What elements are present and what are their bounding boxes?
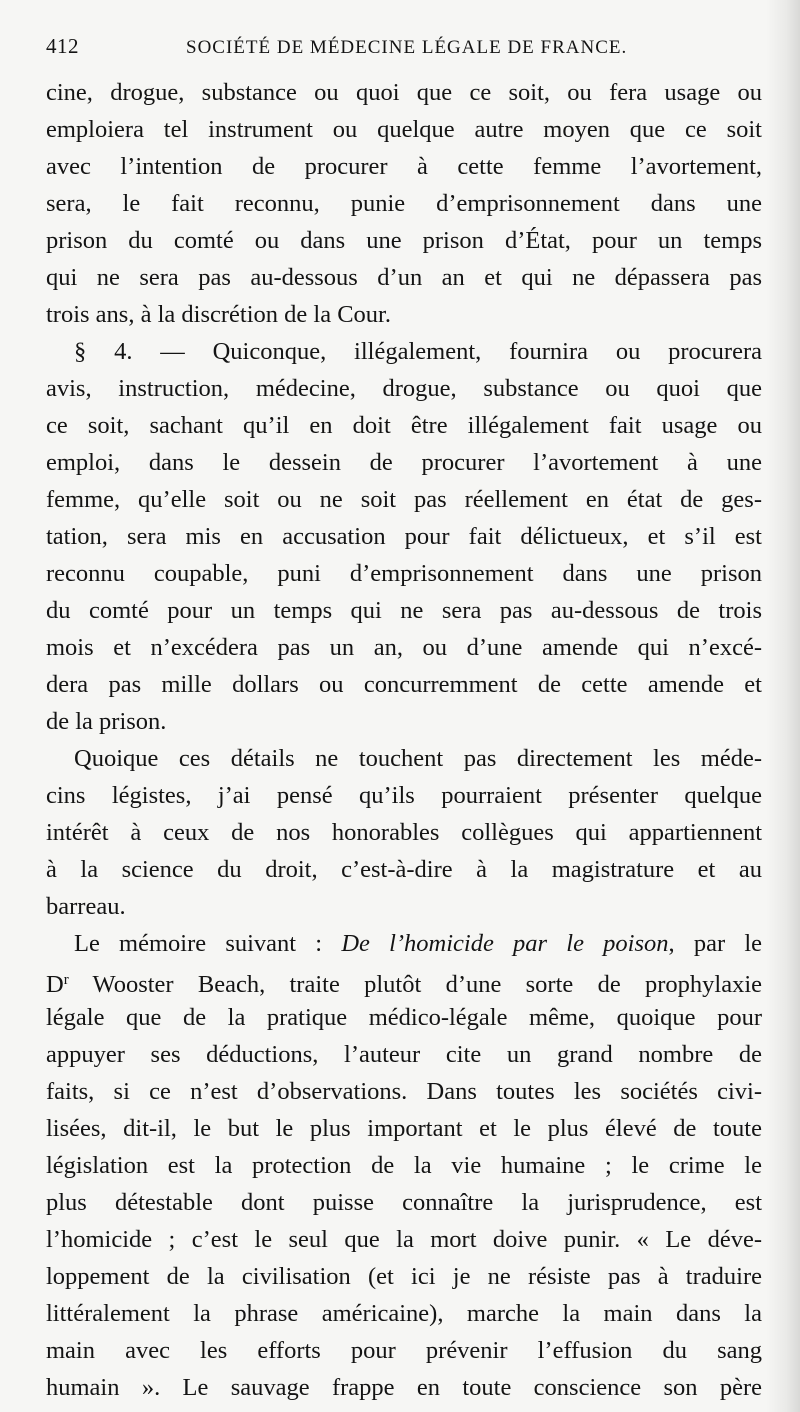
text-line: mois et n’excédera pas un an, ou d’une amende qui n’excé- — [46, 634, 762, 661]
text-segment: Wooster Beach, traite plutôt d’une sorte de prophylaxie — [68, 971, 762, 998]
text-line: § 4. — Quiconque, illégalement, fournira ou procurera — [74, 338, 762, 365]
text-line: avis, instruction, médecine, drogue, substance ou quoi que — [46, 375, 762, 402]
text-line: barreau. — [46, 893, 126, 920]
text-segment: D — [46, 971, 64, 998]
text-line: législation est la protection de la vie humaine ; le crime le — [46, 1152, 762, 1179]
text-line — [46, 925, 762, 962]
text-segment: Le mémoire suivant : — [74, 930, 342, 957]
text-line: dera pas mille dollars ou concurremment de cette amende et — [46, 671, 762, 698]
text-line: appuyer ses déductions, l’auteur cite un grand nombre de — [46, 1041, 762, 1068]
text-line: emploi, dans le dessein de procurer l’avortement à une — [46, 449, 762, 476]
text-line: cine, drogue, substance ou quoi que ce soit, ou fera usage ou — [46, 79, 762, 106]
text-line: ce soit, sachant qu’il en doit être illégalement fait usage ou — [46, 412, 762, 439]
text-line: emploiera tel instrument ou quelque autre moyen que ce soit — [46, 116, 762, 143]
text-line: Quoique ces détails ne touchent pas directement les méde- — [74, 745, 762, 772]
text-line: à la science du droit, c’est-à-dire à la magistrature et au — [46, 856, 762, 883]
text-line: lisées, dit-il, le but le plus important et le plus élevé de toute — [46, 1115, 762, 1142]
text-line: prison du comté ou dans une prison d’État, pour un temps — [46, 227, 762, 254]
page-number: 412 — [46, 34, 79, 58]
text-line: de la prison. — [46, 708, 167, 735]
text-line: loppement de la civilisation (et ici je ne résiste pas à traduire — [46, 1263, 762, 1290]
text-line: qui ne sera pas au-dessous d’un an et qui ne dépassera pas — [46, 264, 762, 291]
text-line: tation, sera mis en accusation pour fait délictueux, et s’il est — [46, 523, 762, 550]
text-line: humain ». Le sauvage frappe en toute conscience son père — [46, 1374, 762, 1401]
running-head — [46, 34, 762, 74]
body-text — [46, 74, 762, 1406]
text-line: reconnu coupable, puni d’emprisonnement dans une prison — [46, 560, 762, 587]
text-line: du comté pour un temps qui ne sera pas au-dessous de trois — [46, 597, 762, 624]
text-line: sera, le fait reconnu, punie d’emprisonnement dans une — [46, 190, 762, 217]
text-line: plus détestable dont puisse connaître la jurisprudence, est — [46, 1189, 762, 1216]
text-line: trois ans, à la discrétion de la Cour. — [46, 301, 391, 328]
text-line — [46, 962, 762, 999]
text-line: littéralement la phrase américaine), marche la main dans la — [46, 1300, 762, 1327]
text-segment: , par le — [668, 930, 762, 957]
text-line: main avec les efforts pour prévenir l’effusion du sang — [46, 1337, 762, 1364]
memoir-title: De l’homicide par le poison — [341, 930, 669, 957]
page-gutter-shadow — [766, 0, 800, 1412]
running-title: SOCIÉTÉ DE MÉDECINE LÉGALE DE FRANCE. — [186, 37, 628, 58]
text-line: femme, qu’elle soit ou ne soit pas réellement en état de ges- — [46, 486, 762, 513]
text-line: l’homicide ; c’est le seul que la mort doive punir. « Le déve- — [46, 1226, 762, 1253]
text-line: intérêt à ceux de nos honorables collègues qui appartiennent — [46, 819, 762, 846]
text-line: faits, si ce n’est d’observations. Dans toutes les sociétés civi- — [46, 1078, 762, 1105]
text-line: légale que de la pratique médico-légale même, quoique pour — [46, 1004, 762, 1031]
text-line: avec l’intention de procurer à cette femme l’avortement, — [46, 153, 762, 180]
text-line: cins légistes, j’ai pensé qu’ils pourraient présenter quelque — [46, 782, 762, 809]
superscript: r — [63, 972, 69, 988]
